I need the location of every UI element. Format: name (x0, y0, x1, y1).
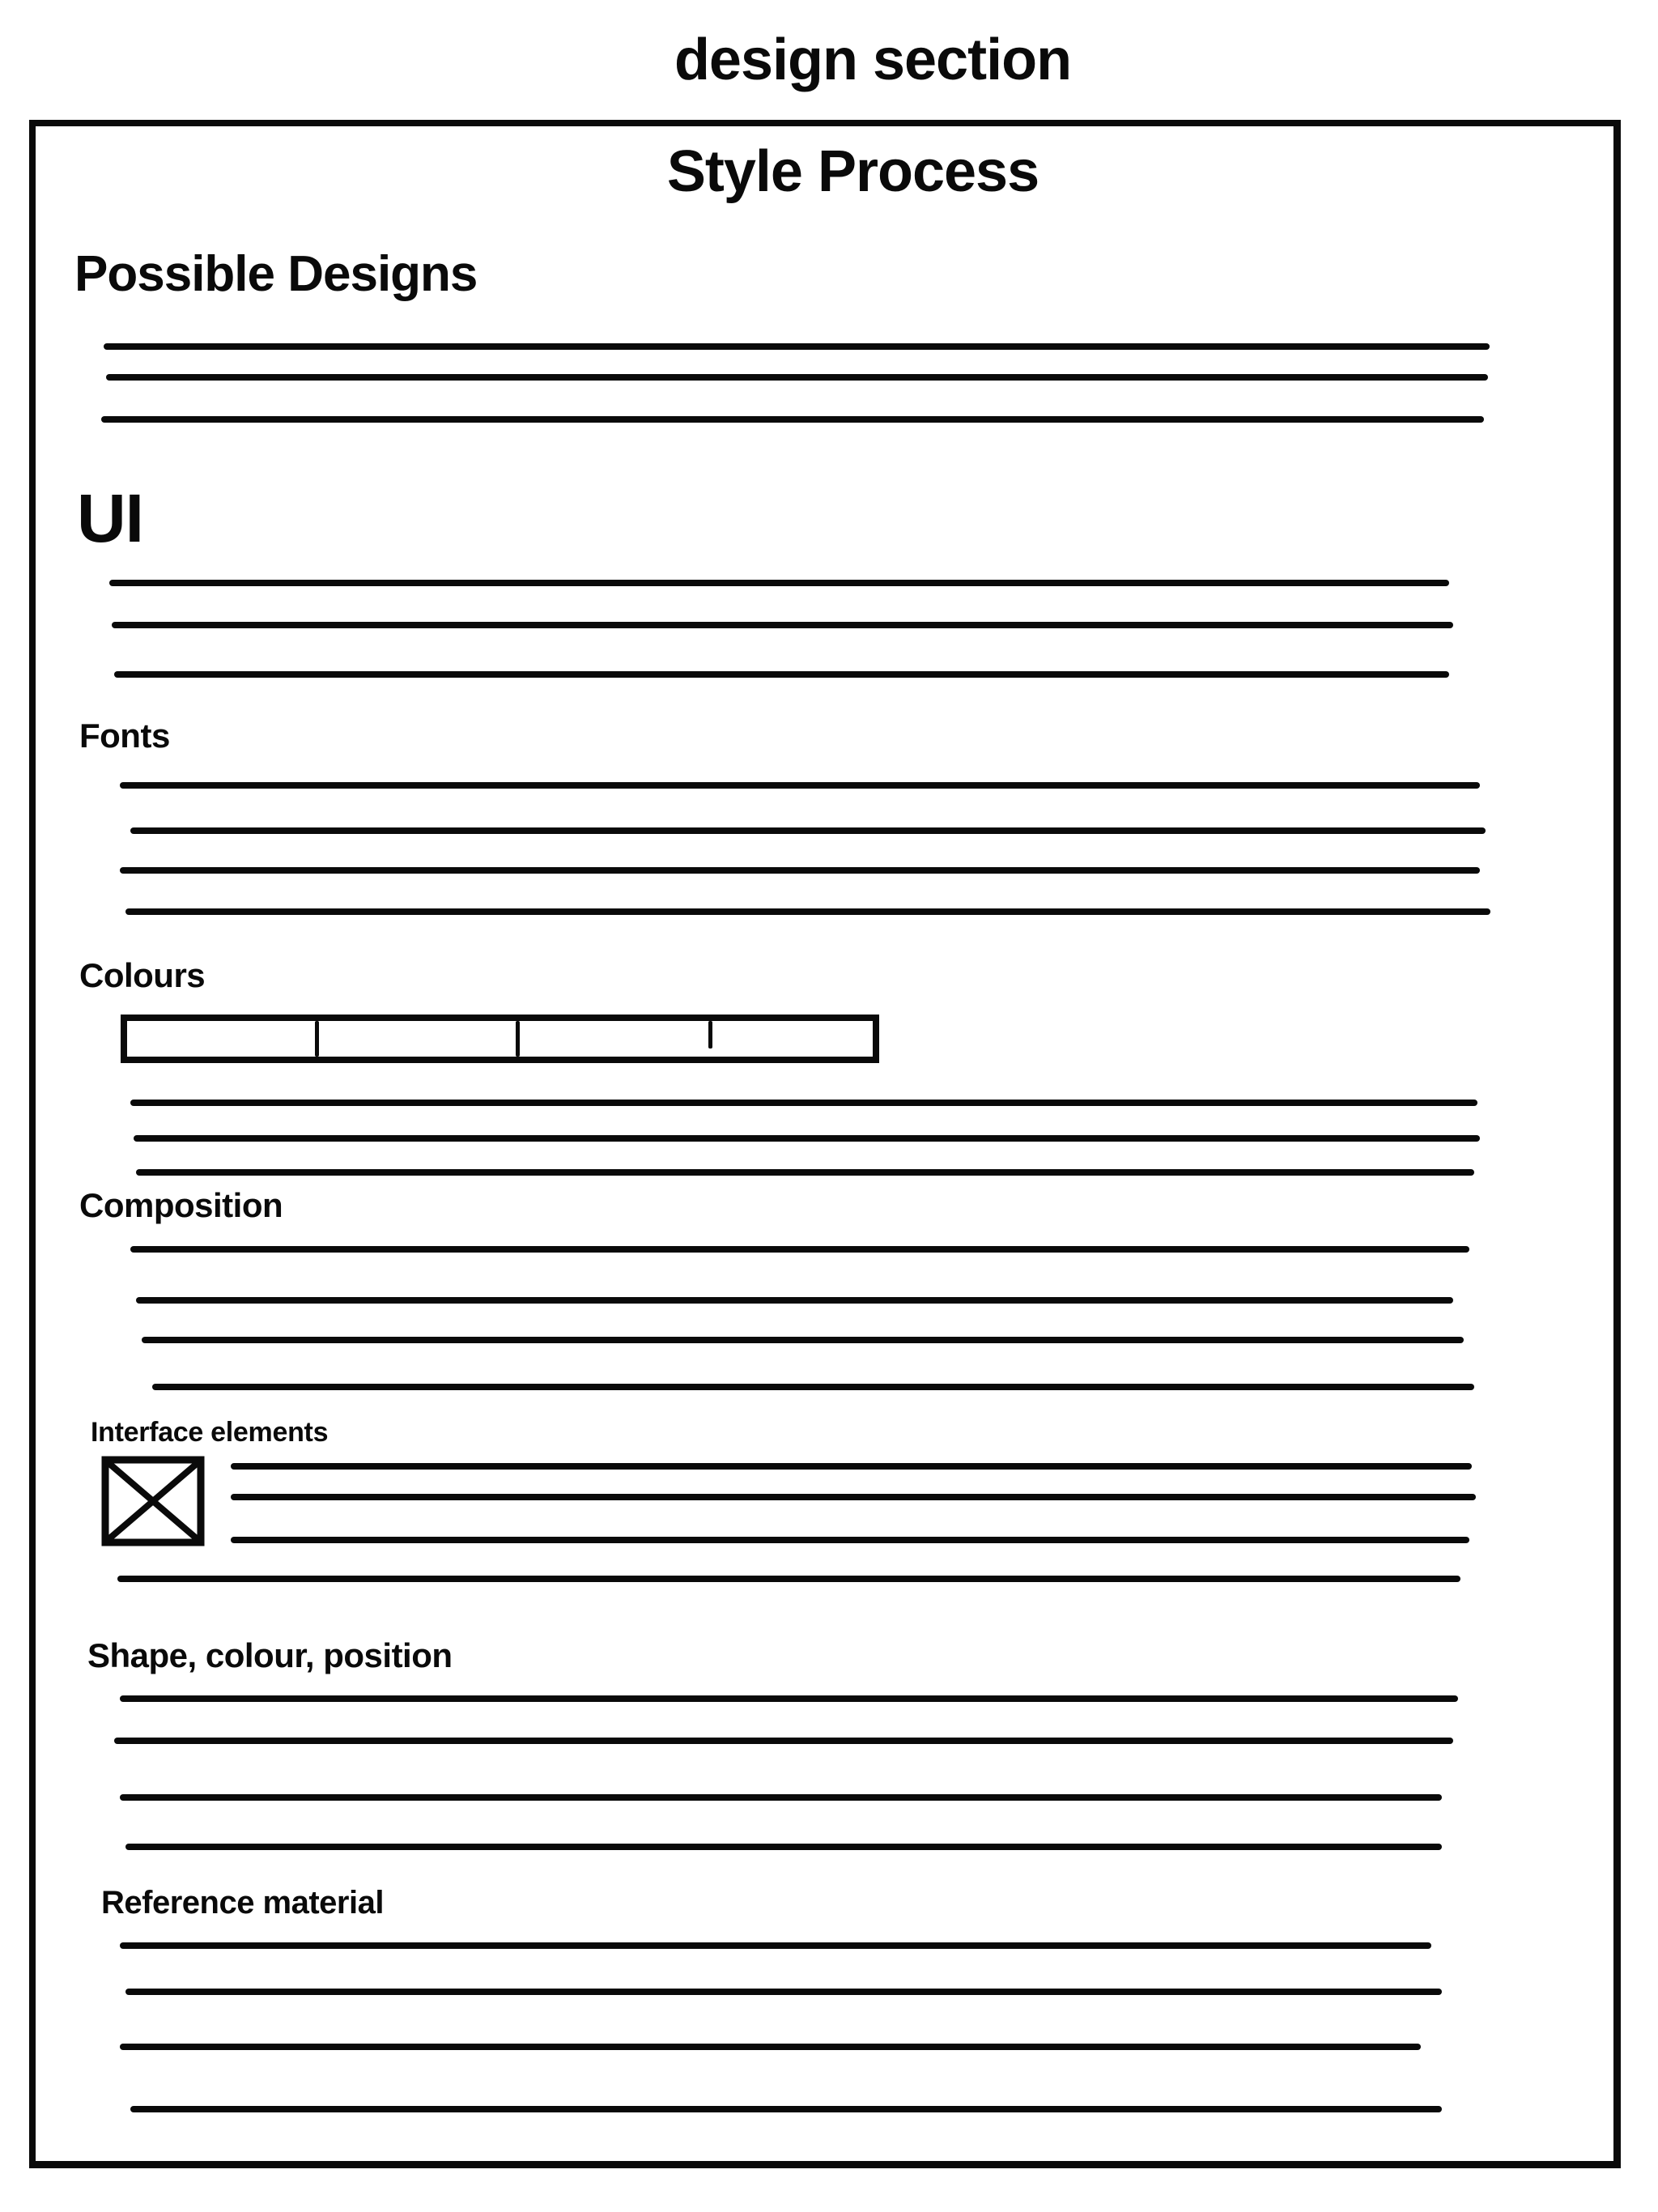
ruled-line (101, 416, 1484, 423)
ruled-line (120, 1942, 1431, 1949)
ruled-line (125, 908, 1490, 915)
ruled-line (120, 782, 1480, 789)
ruled-line (130, 1100, 1477, 1106)
section-title-composition: Composition (79, 1186, 283, 1224)
section-title-interface-elements: Interface elements (91, 1417, 329, 1448)
ruled-line (120, 867, 1480, 874)
ruled-line (130, 2106, 1442, 2112)
ruled-line (120, 2044, 1421, 2050)
ruled-line (136, 1169, 1474, 1176)
ruled-line (125, 1844, 1442, 1850)
ruled-line (130, 827, 1486, 834)
section-title-shape-colour-position: Shape, colour, position (87, 1636, 453, 1674)
board-header (36, 139, 1613, 204)
ruled-line (114, 671, 1449, 678)
section-title-reference-material: Reference material (101, 1885, 384, 1921)
ruled-line (109, 580, 1449, 586)
ruled-line (231, 1537, 1469, 1543)
ruled-line (231, 1494, 1476, 1500)
ruled-line (114, 1738, 1453, 1744)
ruled-line (106, 374, 1488, 381)
colour-swatch-row (121, 1015, 879, 1063)
section-title-possible-designs: Possible Designs (74, 246, 478, 302)
ruled-line (134, 1135, 1480, 1142)
ruled-line (152, 1384, 1474, 1390)
swatch-divider (708, 1021, 712, 1049)
ruled-line (117, 1576, 1460, 1582)
section-title-ui: UI (77, 480, 143, 556)
ruled-line (104, 343, 1490, 350)
ruled-line (120, 1695, 1458, 1702)
ruled-line (112, 622, 1453, 628)
page-header (0, 28, 1658, 92)
ruled-line (120, 1794, 1442, 1801)
page-title: design section (674, 28, 1072, 92)
ruled-line (125, 1989, 1442, 1995)
section-title-colours: Colours (79, 956, 206, 994)
swatch-divider (315, 1021, 319, 1057)
ruled-line (136, 1297, 1453, 1304)
ruled-line (142, 1337, 1464, 1343)
image-placeholder-icon (101, 1456, 205, 1546)
style-process-board (29, 120, 1621, 2168)
swatch-divider (516, 1021, 520, 1057)
section-title-fonts: Fonts (79, 717, 170, 755)
ruled-line (231, 1463, 1472, 1470)
board-title: Style Process (666, 139, 1039, 204)
ruled-line (130, 1246, 1469, 1253)
